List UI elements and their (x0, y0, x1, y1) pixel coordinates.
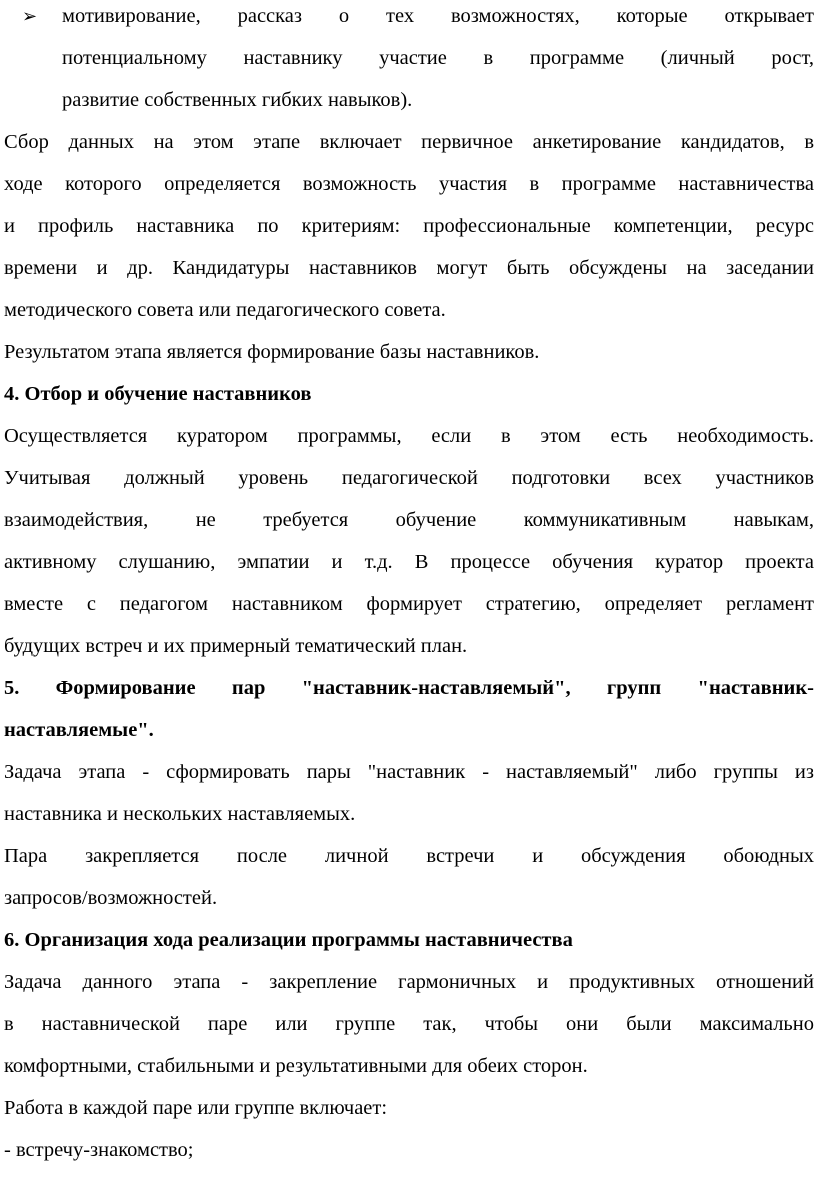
paragraph-line: Задача данного этапа - закрепление гармоничных и продуктивных отношений (4, 971, 814, 993)
section-heading-6: 6. Организация хода реализации программы наставничества (4, 929, 573, 951)
paragraph-line: запросов/возможностей. (4, 887, 218, 909)
paragraph-line: Сбор данных на этом этапе включает первичное анкетирование кандидатов, в (4, 131, 814, 153)
heading-line: 5. Формирование пар "наставник-наставляемый", групп "наставник- (4, 677, 814, 699)
bullet-line-2: потенциальному наставнику участие в программе (личный рост, (62, 47, 814, 69)
arrow-bullet-icon: ➢ (22, 6, 38, 26)
paragraph-line: вместе с педагогом наставником формирует стратегию, определяет регламент (4, 593, 814, 615)
paragraph-line: и профиль наставника по критериям: профессиональные компетенции, ресурс (4, 215, 814, 237)
list-item: - встречу-знакомство; (4, 1139, 194, 1161)
paragraph-line: в наставнической паре или группе так, чтобы они были максимально (4, 1013, 814, 1035)
paragraph-line: комфортными, стабильными и результативными для обеих сторон. (4, 1055, 588, 1077)
paragraph-line: активному слушанию, эмпатии и т.д. В процессе обучения куратор проекта (4, 551, 814, 573)
paragraph-line: методического совета или педагогического совета. (4, 299, 446, 321)
paragraph-line: Осуществляется куратором программы, если в этом есть необходимость. (4, 425, 814, 447)
heading-line: наставляемые". (4, 719, 154, 741)
paragraph-line: ходе которого определяется возможность участия в программе наставничества (4, 173, 814, 195)
paragraph-work-includes: Работа в каждой паре или группе включает: (4, 1097, 388, 1119)
section-heading-4: 4. Отбор и обучение наставников (4, 383, 312, 405)
paragraph-line: Пара закрепляется после личной встречи и обсуждения обоюдных (4, 845, 814, 867)
paragraph-line: времени и др. Кандидатуры наставников могут быть обсуждены на заседании (4, 257, 814, 279)
bullet-line-1: мотивирование, рассказ о тех возможностях, которые открывает (62, 5, 814, 27)
paragraph-line: Задача этапа - сформировать пары "наставник - наставляемый" либо группы из (4, 761, 814, 783)
paragraph-result: Результатом этапа является формирование базы наставников. (4, 341, 540, 363)
paragraph-line: взаимодействия, не требуется обучение коммуникативным навыкам, (4, 509, 814, 531)
paragraph-line: будущих встреч и их примерный тематический план. (4, 635, 468, 657)
paragraph-line: наставника и нескольких наставляемых. (4, 803, 356, 825)
bullet-line-3: развитие собственных гибких навыков). (62, 89, 413, 111)
paragraph-line: Учитывая должный уровень педагогической подготовки всех участников (4, 467, 814, 489)
